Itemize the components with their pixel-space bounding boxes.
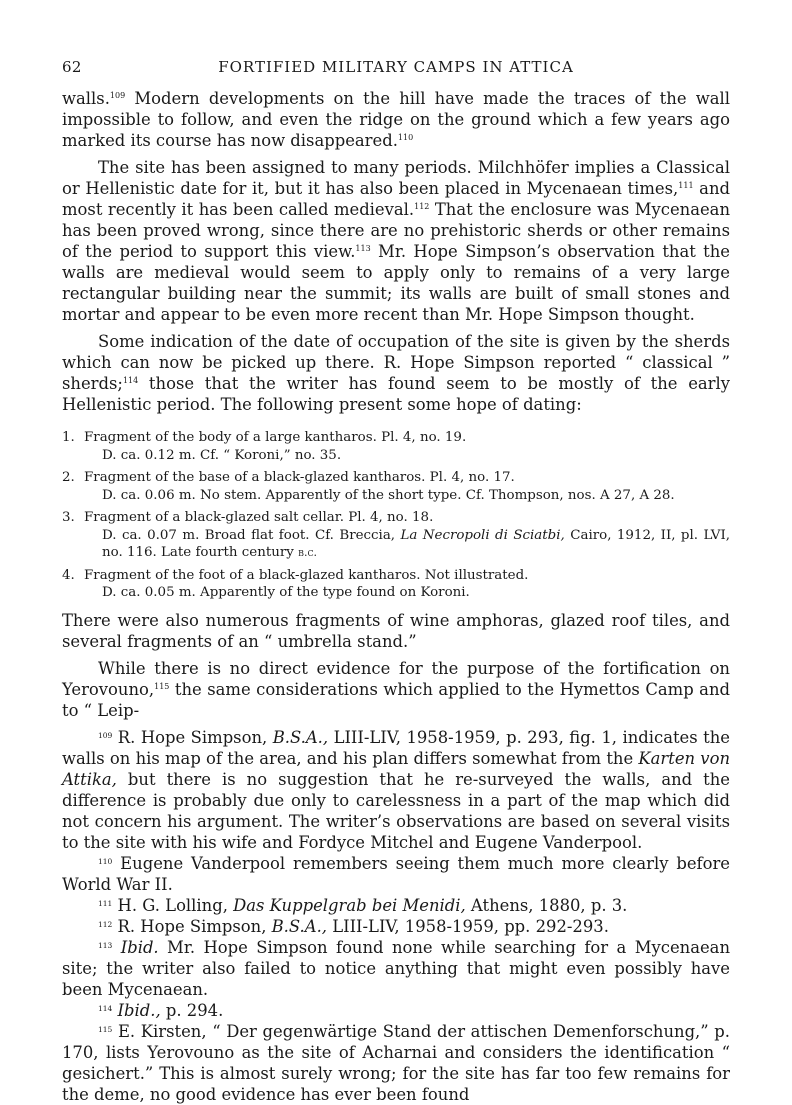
footnote-ref[interactable]: 112 [414,202,430,211]
paragraph: Some indication of the date of occupation of the site is given by the sherds which can now be picked up there. R. Hope Simpson reported “ classical ” sherds;$^{114}$ those that the writer has found seem to be mostly of the early Hellenistic period. The following present some hope of dating: [62,332,730,414]
footnotes [62,727,730,1105]
paragraph: walls.$^{109}$ Modern developments on the hill have made the traces of the wall impossible to follow, and even the ridge on the ground which a few years ago marked its course has now disappeared.$^{110}$ [62,89,730,150]
footnote: $^{110}$ Eugene Vanderpool remembers seeing them much more clearly before World War II. [62,854,730,894]
paragraph: There were also numerous fragments of wine amphoras, glazed roof tiles, and several fragments of an “ umbrella stand.” [62,610,730,651]
list-item: 3. Fragment of a black-glazed salt cellar. Pl. 4, no. 18. D. ca. 0.07 m. Broad flat foot. Cf. Breccia, La Necropoli di Sciatbi, Cairo, 1912, II, pl. LVI, no. 116. Late fourth century b.c. [62,510,730,560]
page-body [62,52,730,721]
page-number: 62 [62,58,82,76]
footnote-ref[interactable]: 109 [109,91,126,100]
footnote-ref[interactable]: 110 [397,133,414,142]
paragraph: While there is no direct evidence for the purpose of the fortification on Yerovouno,$^{115}$ the same considerations which applied to the Hymettos Camp and to “ Leip- [62,658,730,720]
footnote: $^{113}$ Ibid. Mr. Hope Simpson found none while searching for a Mycenaean site; the writer also failed to notice anything that might even possibly have been Mycenaean. [62,938,730,999]
footnote: $^{114}$ Ibid., p. 294. [98,1001,224,1020]
footnote: $^{112}$ R. Hope Simpson, B.S.A., LIII-LIV, 1958-1959, pp. 292-293. [98,917,609,936]
footnote-ref[interactable]: 113 [355,244,371,253]
list-item: 2. Fragment of the base of a black-glazed kantharos. Pl. 4, no. 17. D. ca. 0.06 m. No stem. Apparently of the short type. Cf. Thompson, nos. A 27, A 28. [62,470,675,503]
sherd-list [62,429,730,602]
footnote-ref[interactable]: 111 [678,181,694,190]
list-item: 1. Fragment of the body of a large kantharos. Pl. 4, no. 19. D. ca. 0.12 m. Cf. “ Koroni,” no. 35. [62,430,467,463]
running-header [62,52,730,80]
footnote: $^{115}$ E. Kirsten, “ Der gegenwärtige Stand der attischen Demenforschung,” p. 170, lists Yerovouno as the site of Acharnai and considers the identification “ gesichert.” This is almost surely wrong; for the site has far too few remains for the deme, no good evidence has ever been found [62,1022,730,1104]
running-title: FORTIFIED MILITARY CAMPS IN ATTICA [218,58,574,76]
list-item: 4. Fragment of the foot of a black-glazed kantharos. Not illustrated. D. ca. 0.05 m. Apparently of the type found on Koroni. [62,567,529,600]
footnote-ref[interactable]: 114 [122,376,139,385]
paragraph: The site has been assigned to many periods. Milchhöfer implies a Classical or Hellenistic date for it, but it has also been placed in Mycenaean times,$^{111}$ and most recently it has been called medieval.$^{112}$ That the enclosure was Mycenaean has been proved wrong, since there are no prehistoric sherds or other remains of the period to support this view.$^{113}$ Mr. Hope Simpson’s observation that the walls are medieval would seem to apply only to remains of a very large rectangular building near the summit; its walls are built of small stones and mortar and appear to be even more recent than Mr. Hope Simpson thought. [62,158,731,324]
footnote: $^{111}$ H. G. Lolling, Das Kuppelgrab bei Menidi, Athens, 1880, p. 3. [98,896,628,915]
footnote-ref[interactable]: 115 [154,681,170,691]
footnote: $^{109}$ R. Hope Simpson, B.S.A., LIII-LIV, 1958-1959, p. 293, fig. 1, indicates the walls on his map of the area, and his plan differs somewhat from the Karten von Attika, but there is no suggestion that he re-surveyed the walls, and the difference is probably due only to carelessness in a part of the map which did not concern his argument. The writer’s observations are based on several visits to the site with his wife and Fordyce Mitchel and Eugene Vanderpool. [62,728,730,852]
